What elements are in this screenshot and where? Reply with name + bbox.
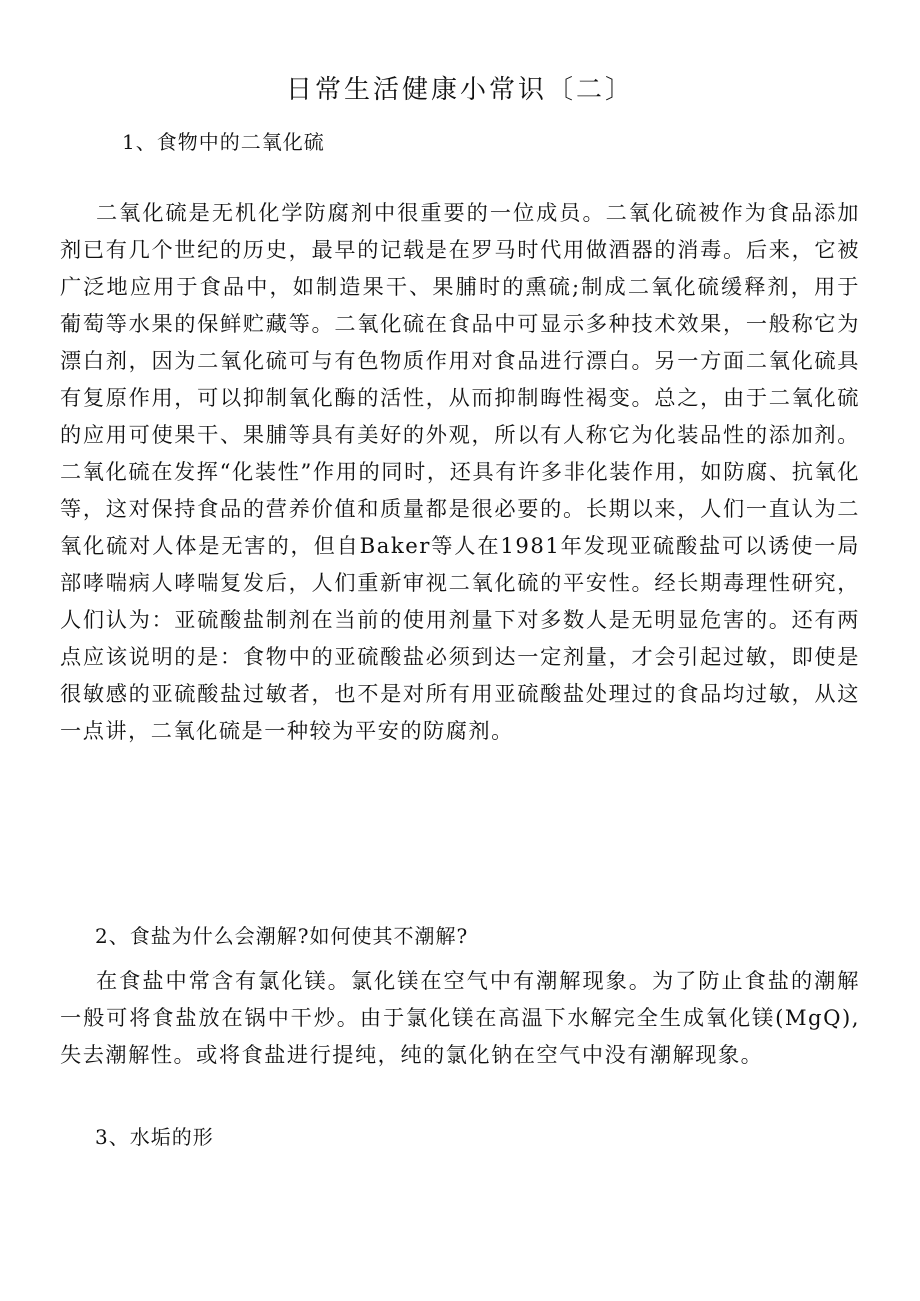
document-title: 日常生活健康小常识〔二〕 — [285, 75, 634, 105]
section-heading-scale-formation: 3、水垢的形 — [95, 1125, 214, 1149]
section-heading-sulfur-dioxide: 1、食物中的二氧化硫 — [122, 130, 325, 154]
section-body-sulfur-dioxide: 二氧化硫是无机化学防腐剂中很重要的一位成员。二氧化硫被作为食品添加剂已有几个世纪的历史，最早的记载是在罗马时代用做酒器的消毒。后来，它被广泛地应用于食品中，如制造果干、果脯时的熏硫;制成二氧化硫缓释剂，用于葡萄等水果的保鲜贮藏等。二氧化硫在食品中可显示多种技术效果，一般称它为漂白剂，因为二氧化硫可与有色物质作用对食品进行漂白。另一方面二氧化硫具有复原作用，可以抑制氧化酶的活性，从而抑制晦性褐变。总之，由于二氧化硫的应用可使果干、果脯等具有美好的外观，所以有人称它为化装品性的添加剂。二氧化硫在发挥“化装性”作用的同时，还具有许多非化装作用，如防腐、抗氧化等，这对保持食品的营养价值和质量都是很必要的。长期以来，人们一直认为二氧化硫对人体是无害的，但自Baker等人在1981年发现亚硫酸盐可以诱使一局部哮喘病人哮喘复发后，人们重新审视二氧化硫的平安性。经长期毒理性研究，人们认为：亚硫酸盐制剂在当前的使用剂量下对多数人是无明显危害的。还有两点应该说明的是：食物中的亚硫酸盐必须到达一定剂量，才会引起过敏，即使是很敏感的亚硫酸盐过敏者，也不是对所有用亚硫酸盐处理过的食品均过敏，从这一点讲，二氧化硫是一种较为平安的防腐剂。 — [60, 200, 860, 743]
section-body-salt-deliquescence: 在食盐中常含有氯化镁。氯化镁在空气中有潮解现象。为了防止食盐的潮解一般可将食盐放在锅中干炒。由于氯化镁在高温下水解完全生成氧化镁(MgQ),失去潮解性。或将食盐进行提纯，纯的氯化钠在空气中没有潮解现象。 — [60, 968, 860, 1067]
section-heading-salt-deliquescence: 2、食盐为什么会潮解?如何使其不潮解? — [95, 924, 469, 948]
